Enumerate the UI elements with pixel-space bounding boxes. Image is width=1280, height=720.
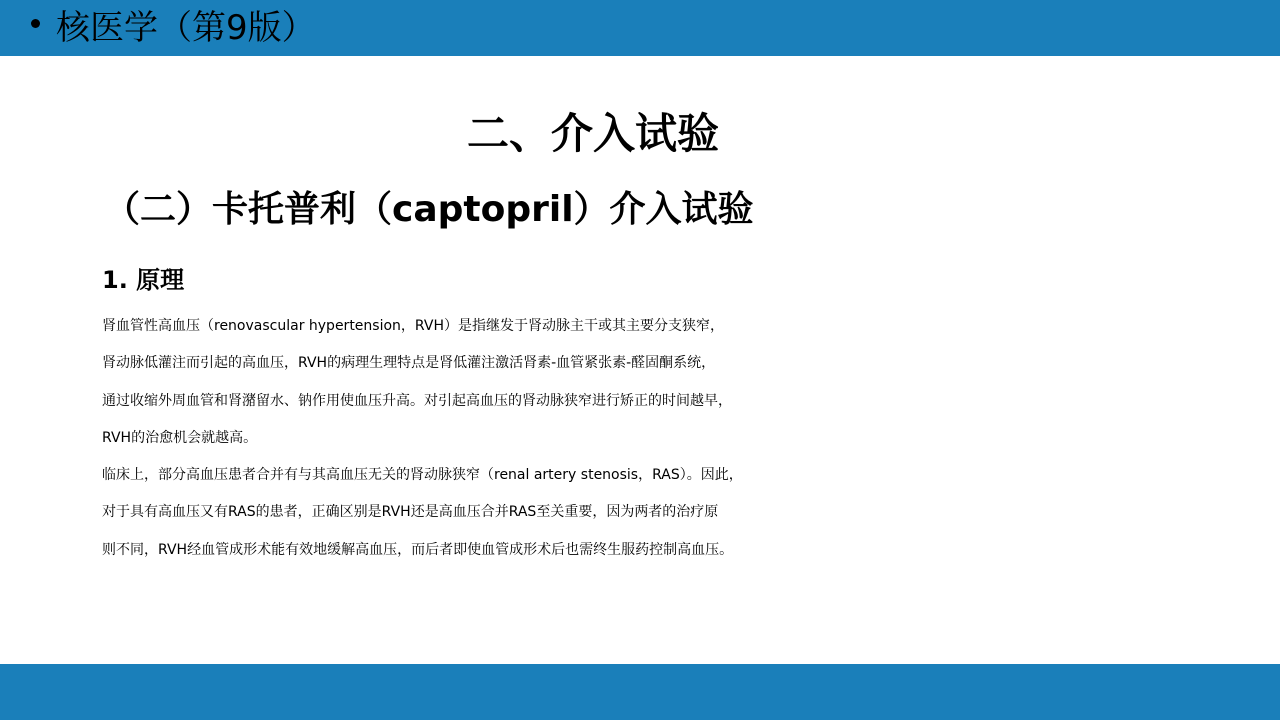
header-bar xyxy=(0,0,1280,56)
body-line: 肾血管性高血压（renovascular hypertension，RVH）是指继发于肾动脉主干或其主要分支狭窄， xyxy=(102,318,724,334)
body-line: RVH的治愈机会就越高。 xyxy=(102,429,258,446)
main-title-text: 二、介入试验 xyxy=(466,109,719,158)
bullet-icon xyxy=(31,19,40,28)
body-line: 临床上，部分高血压患者合并有与其高血压无关的肾动脉狭窄（renal artery stenosis，RAS）。因此， xyxy=(102,467,743,484)
footer-bar xyxy=(0,664,1280,720)
body-line: 肾动脉低灌注而引起的高血压，RVH的病理生理特点是肾低灌注激活肾素-血管紧张素-醛固酮系统， xyxy=(102,355,716,372)
body-line: 通过收缩外周血管和肾潴留水、钠作用使血压升高。对引起高血压的肾动脉狭窄进行矫正的时间越早， xyxy=(102,392,732,409)
body-line: 对于具有高血压又有RAS的患者，正确区别是RVH还是高血压合并RAS至关重要，因为两者的治疗原 xyxy=(102,504,719,521)
main-title xyxy=(0,108,1184,160)
section-heading: 1. 原理 xyxy=(102,266,185,294)
subtitle: （二）卡托普利（captopril）介入试验 xyxy=(104,189,754,230)
body-text xyxy=(102,308,1202,569)
header-title: 核医学（第9版） xyxy=(56,8,316,48)
body-line: 则不同，RVH经血管成形术能有效地缓解高血压，而后者即使血管成形术后也需终生服药控制高血压。 xyxy=(102,541,734,558)
